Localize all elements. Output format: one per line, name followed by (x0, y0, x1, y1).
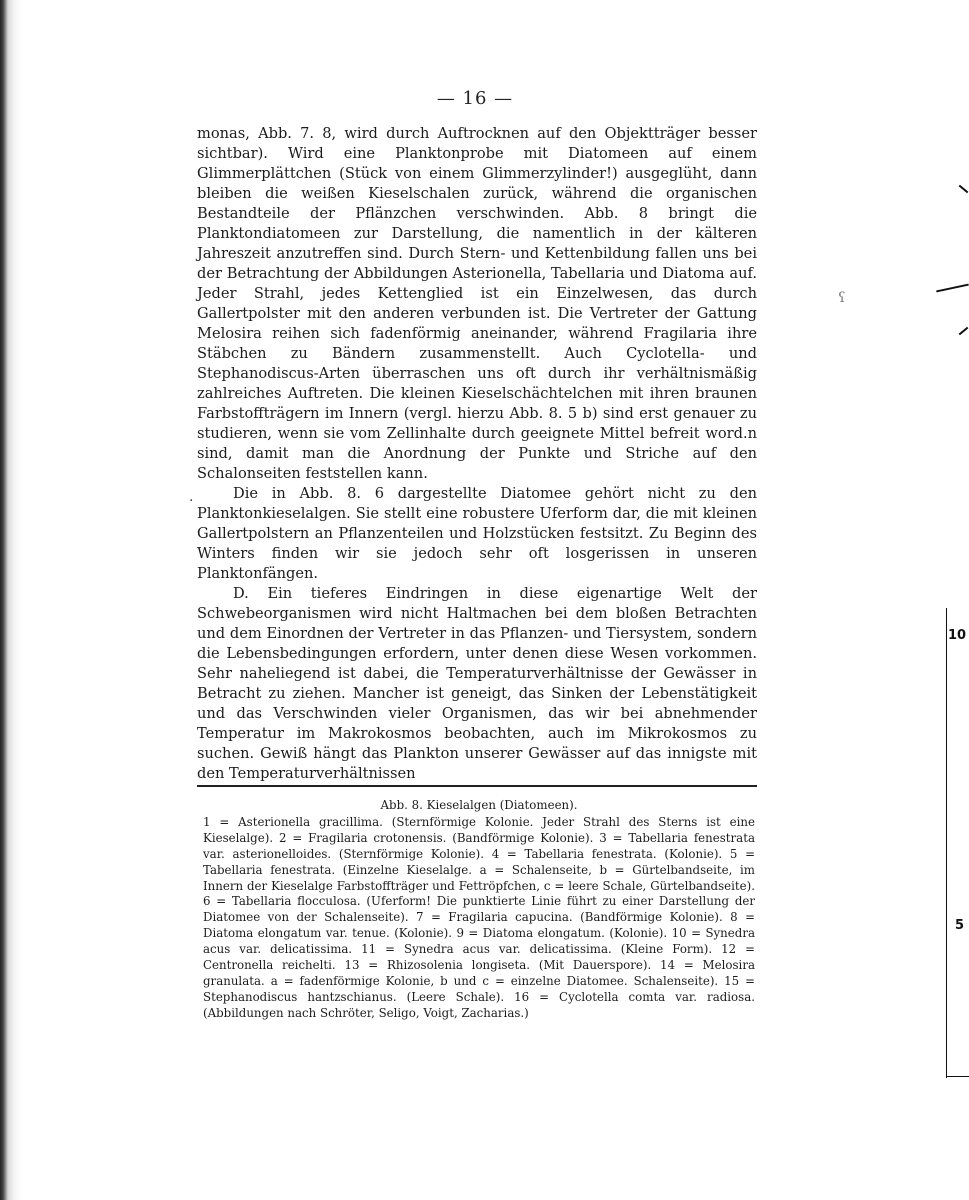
adjacent-page-rule-bottom (946, 1076, 969, 1077)
adjacent-page-label-top: 10 (948, 628, 967, 643)
adjacent-page-rule (946, 608, 947, 1078)
margin-mark: ʕ (838, 290, 846, 306)
main-text (197, 124, 757, 784)
caption-title: Abb. 8. Kieselalgen (Diatomeen). (380, 798, 578, 812)
adjacent-page-strip (939, 0, 969, 1200)
figure-caption (203, 798, 755, 1022)
caption-text: 1 = Asterionella gracillima. (Sternförmige Kolonie. Jeder Strahl des Sterns ist eine Kieselalge). 2 = Fragilaria crotonensis. (Bandförmige Kolonie). 3 = Tabellaria fenestrata var. asterionelloides. (Sternförmige Kolonie). 4 = Tabellaria fenestrata. (Kolonie). 5 = Tabellaria fenestrata. (Einzelne Kieselalge. a = Schalenseite, b = Gürtelbandseite, im Innern der Kieselalge Farbstoffträger und Fettröpfchen, c = leere Schale, Gürtelbandseite). 6 = Tabellaria flocculosa. (Uferform! Die punktierte Linie führt zu einer Darstellung der Diatomee von der Schalenseite). 7 = Fragilaria capucina. (Bandförmige Kolonie). 8 = Diatoma elongatum var. tenue. (Kolonie). 9 = Diatoma elongatum. (Kolonie). 10 = Synedra acus var. delicatissima. 11 = Synedra acus var. delicatissima. (Kleine Form). 12 = Centronella reichelti. 13 = Rhizosolenia longiseta. (Mit Dauerspore). 14 = Melosira granulata. a = fadenförmige Kolonie, b und c = einzelne Diatomee. Schalenseite). 15 = Stephanodiscus hantzschianus. (Leere Schale). 16 = Cyclotella comta var. radiosa. (Abbildungen nach Schröter, Seligo, Voigt, Zacharias.) (203, 814, 755, 1020)
paragraph-2: Die in Abb. 8. 6 dargestellte Diatomee gehört nicht zu den Planktonkieselalgen. Sie stellt eine robustere Uferform dar, die mit kleinen Gallertpolstern an Pflanzenteilen und Holzstücken festsitzt. Zu Beginn des Winters finden wir sie jedoch sehr oft losgerissen in unseren Planktonfängen. (197, 485, 757, 582)
paragraph-1: monas, Abb. 7. 8, wird durch Auftrocknen auf den Objektträger besser sichtbar). Wird eine Planktonprobe mit Diatomeen auf einem Glimmerplättchen (Stück von einem Glimmerzylinder!) ausgeglüht, dann bleiben die weißen Kieselschalen zurück, während die organischen Bestandteile der Pflänzchen verschwinden. Abb. 8 bringt die Planktondiatomeen zur Darstellung, die namentlich in der kälteren Jahreszeit anzutreffen sind. Durch Stern- und Kettenbildung fallen uns bei der Betrachtung der Abbildungen Asterionella, Tabellaria und Diatoma auf. Jeder Strahl, jedes Kettenglied ist ein Einzelwesen, das durch Gallertpolster mit den anderen verbunden ist. Die Vertreter der Gattung Melosira reihen sich fadenförmig aneinander, während Fragilaria ihre Stäbchen zu Bändern zusammenstellt. Auch Cyclotella- und Stephanodiscus-Arten überraschen uns oft durch ihr verhältnismäßig zahlreiches Auftreten. Die kleinen Kieselschächtelchen mit ihren braunen Farbstoffträgern im Innern (vergl. hierzu Abb. 8. 5 b) sind erst genauer zu studieren, wenn sie vom Zellinhalte durch geeignete Mittel befreit word.n sind, damit man die Anordnung der Punkte und Striche auf den Schalonseiten feststellen kann. (197, 125, 757, 482)
page-number: — 16 — (436, 88, 514, 109)
page-binding-shadow (0, 0, 22, 1200)
paragraph-3: D. Ein tieferes Eindringen in diese eigenartige Welt der Schwebeorganismen wird nicht Haltmachen bei dem bloßen Betrachten und dem Einordnen der Vertreter in das Pflanzen- und Tiersystem, sondern die Lebensbedingungen erfordern, unter denen diese Wesen vorkommen. Sehr naheliegend ist dabei, die Temperaturverhältnisse der Gewässer in Betracht zu ziehen. Mancher ist geneigt, das Sinken der Lebenstätigkeit und das Verschwinden vieler Organismen, das wir bei abnehmender Temperatur im Makrokosmos beobachten, auch im Mikrokosmos zu suchen. Gewiß hängt das Plankton unserer Gewässer auf das innigste mit den Temperaturverhältnissen (197, 585, 757, 782)
caption-separator (197, 785, 757, 787)
margin-dot: · (189, 493, 194, 509)
adjacent-page-label-bottom: 5 (955, 918, 965, 933)
